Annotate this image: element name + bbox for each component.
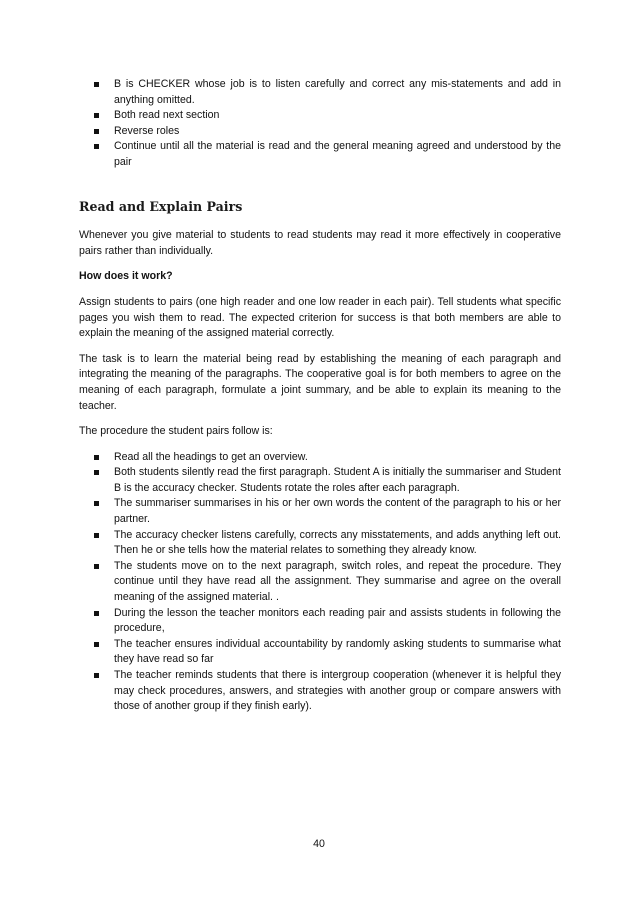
list-item: During the lesson the teacher monitors each reading pair and assists students in following the procedure, <box>79 606 561 637</box>
list-item: Both read next section <box>79 108 561 124</box>
page-number: 40 <box>313 838 325 850</box>
section-heading: Read and Explain Pairs <box>79 198 243 214</box>
list-item: The students move on to the next paragraph, switch roles, and repeat the procedure. They continue until they have read all the assignment. They summarise and agree on the overall meaning of the assigned material. . <box>79 559 561 606</box>
list-item: The accuracy checker listens carefully, corrects any misstatements, and adds anything left out. Then he or she tells how the material relates to something they already know. <box>79 528 561 559</box>
list-item: The teacher reminds students that there is intergroup cooperation (whenever it is helpful they may check procedures, answers, and strategies with another group or compare answers with those of another group if they finish early). <box>79 668 561 715</box>
intro-paragraph: Whenever you give material to students to read students may read it more effectively in cooperative pairs rather than individually. <box>79 229 561 257</box>
list-item: Continue until all the material is read and the general meaning agreed and understood by the pair <box>79 139 561 170</box>
paragraph: The task is to learn the material being read by establishing the meaning of each paragraph and integrating the meaning of the paragraphs. The cooperative goal is for both members to agree on the meaning of each paragraph, formulate a joint summary, and be able to explain its meaning to the teacher. <box>79 352 561 412</box>
list-item: Both students silently read the first paragraph. Student A is initially the summariser and Student B is the accuracy checker. Students rotate the roles after each paragraph. <box>79 465 561 496</box>
list-item: The summariser summarises in his or her own words the content of the paragraph to his or her partner. <box>79 496 561 527</box>
procedure-list <box>79 450 561 715</box>
list-item: Reverse roles <box>79 124 561 140</box>
list-item: B is CHECKER whose job is to listen carefully and correct any mis-statements and add in anything omitted. <box>79 77 561 108</box>
list-item: Read all the headings to get an overview. <box>79 450 561 466</box>
paragraph: Assign students to pairs (one high reader and one low reader in each pair). Tell students what specific pages you wish them to read. The expected criterion for success is that both members are able to explain the meaning of the assigned material correctly. <box>79 295 561 340</box>
subheading: How does it work? <box>79 270 173 283</box>
list-item: The teacher ensures individual accountability by randomly asking students to summarise what they have read so far <box>79 637 561 668</box>
paragraph: The procedure the student pairs follow is: <box>79 425 273 438</box>
page-content <box>79 77 561 715</box>
role-list <box>79 77 561 171</box>
